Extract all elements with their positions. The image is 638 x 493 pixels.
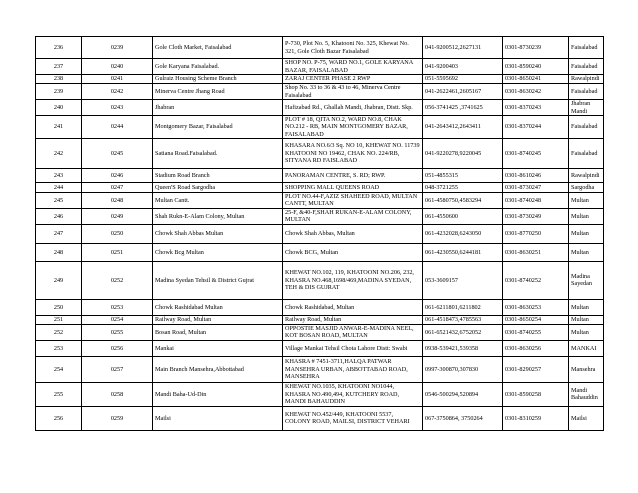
city-cell: Faisalabad bbox=[569, 116, 604, 139]
phone-cell: 061-4230550,6244181 bbox=[423, 243, 503, 261]
serial-number-cell: 244 bbox=[36, 182, 82, 192]
table-row bbox=[36, 315, 604, 324]
address-cell: PLOT NO.44-F,AZIZ SHAHEED ROAD, MULTAN CANTT, MULTAN bbox=[283, 192, 423, 208]
table-row bbox=[36, 243, 604, 261]
address-cell: KHEWAT NO.102, 119, KHATOONI NO.206, 232, KHASRA NO.468,1698/469,MADINA SYEDAN, TEH & DIS GUJRAT bbox=[283, 261, 423, 299]
serial-number-cell: 247 bbox=[36, 224, 82, 243]
branch-code-cell: 0247 bbox=[82, 182, 153, 192]
table-row bbox=[36, 37, 604, 59]
phone-cell: 061-4232028,6243050 bbox=[423, 224, 503, 243]
table-row bbox=[36, 340, 604, 356]
table-row bbox=[36, 192, 604, 208]
phone-cell: 041-9200512,2627131 bbox=[423, 37, 503, 59]
branch-code-cell: 0257 bbox=[82, 356, 153, 382]
phone-cell: 061-4550600 bbox=[423, 208, 503, 224]
phone-cell: 061-4580750,4583294 bbox=[423, 192, 503, 208]
address-cell: ZARAJ CENTER PHASE 2 RWP bbox=[283, 75, 423, 84]
branch-name-cell: Chowk Shah Abbas Multan bbox=[153, 224, 283, 243]
address-cell: Chowk BCG, Multan bbox=[283, 243, 423, 261]
branch-code-cell: 0255 bbox=[82, 324, 153, 340]
branch-name-cell: Mankai bbox=[153, 340, 283, 356]
address-cell: Village Mankai Tehsil Chota Lahore Distt: Swabi bbox=[283, 340, 423, 356]
city-cell: Faisalabad bbox=[569, 84, 604, 100]
table-row bbox=[36, 75, 604, 84]
address-cell: PLOT # 18, QITA NO.2, WARD NO.8, CHAK NO.212 - RB, MAIN MONTGOMERY BAZAR, FAISALABAD bbox=[283, 116, 423, 139]
fax-cell: 0301-8630253 bbox=[503, 299, 569, 315]
fax-cell: 0301-8630242 bbox=[503, 84, 569, 100]
city-cell: MANKAI bbox=[569, 340, 604, 356]
branch-name-cell: Railway Road, Multan bbox=[153, 315, 283, 324]
serial-number-cell: 252 bbox=[36, 324, 82, 340]
branch-table-body bbox=[36, 37, 604, 431]
table-row bbox=[36, 59, 604, 75]
serial-number-cell: 242 bbox=[36, 138, 82, 168]
serial-number-cell: 248 bbox=[36, 243, 82, 261]
serial-number-cell: 239 bbox=[36, 84, 82, 100]
fax-cell: 0301-8740255 bbox=[503, 324, 569, 340]
branch-code-cell: 0241 bbox=[82, 75, 153, 84]
branch-name-cell: Gole Karyana Faisalabad. bbox=[153, 59, 283, 75]
branch-code-cell: 0246 bbox=[82, 168, 153, 182]
city-cell: Rawalpindi bbox=[569, 168, 604, 182]
address-cell: KHEWAT NO.1035, KHATOONI NO1044, KHASRA NO.490,494, KUTCHERY ROAD, MANDI BAHAUDDIN bbox=[283, 382, 423, 406]
address-cell: Hafizabad Rd., Ghallah Mandi, Jhabran, Distt. Skp. bbox=[283, 100, 423, 116]
fax-cell: 0301-8650254 bbox=[503, 315, 569, 324]
table-row bbox=[36, 100, 604, 116]
branch-name-cell: Stadium Road Branch bbox=[153, 168, 283, 182]
serial-number-cell: 256 bbox=[36, 406, 82, 430]
branch-code-cell: 0259 bbox=[82, 406, 153, 430]
branch-name-cell: Chowk Bcg Multan bbox=[153, 243, 283, 261]
serial-number-cell: 251 bbox=[36, 315, 82, 324]
branch-name-cell: Chowk Rashidabad Multan bbox=[153, 299, 283, 315]
branch-name-cell: Jhabran bbox=[153, 100, 283, 116]
serial-number-cell: 246 bbox=[36, 208, 82, 224]
phone-cell: 056-3741425 ,3741625 bbox=[423, 100, 503, 116]
serial-number-cell: 237 bbox=[36, 59, 82, 75]
address-cell: OPPOSTIE MASJID ANWAR-E-MADINA NEEL, KOT BOSAN ROAD, MULTAN bbox=[283, 324, 423, 340]
phone-cell: 061-6521432,6752052 bbox=[423, 324, 503, 340]
branch-code-cell: 0244 bbox=[82, 116, 153, 139]
branch-code-cell: 0243 bbox=[82, 100, 153, 116]
fax-cell: 0301-8650241 bbox=[503, 75, 569, 84]
branch-code-cell: 0258 bbox=[82, 382, 153, 406]
phone-cell: 053-3609157 bbox=[423, 261, 503, 299]
table-row bbox=[36, 182, 604, 192]
phone-cell: 051-5595692 bbox=[423, 75, 503, 84]
branch-code-cell: 0239 bbox=[82, 37, 153, 59]
address-cell: 25-F, &40-F,SHAH RUKAN-E-ALAM COLONY, MULTAN bbox=[283, 208, 423, 224]
serial-number-cell: 255 bbox=[36, 382, 82, 406]
branch-code-cell: 0249 bbox=[82, 208, 153, 224]
serial-number-cell: 236 bbox=[36, 37, 82, 59]
table-row bbox=[36, 168, 604, 182]
address-cell: Chowk Shah Abbas, Multan bbox=[283, 224, 423, 243]
city-cell: Multan bbox=[569, 324, 604, 340]
branch-name-cell: Queen'S Road Sargodha bbox=[153, 182, 283, 192]
serial-number-cell: 238 bbox=[36, 75, 82, 84]
phone-cell: 0938-539421,539358 bbox=[423, 340, 503, 356]
city-cell: Rawalpindi bbox=[569, 75, 604, 84]
serial-number-cell: 253 bbox=[36, 340, 82, 356]
city-cell: Mailsi bbox=[569, 406, 604, 430]
fax-cell: 0301-8590258 bbox=[503, 382, 569, 406]
fax-cell: 0301-8290257 bbox=[503, 356, 569, 382]
branch-name-cell: Montgomery Bazar, Faisalabad bbox=[153, 116, 283, 139]
phone-cell: 067-3750864, 3750264 bbox=[423, 406, 503, 430]
branch-code-cell: 0245 bbox=[82, 138, 153, 168]
fax-cell: 0301-8770250 bbox=[503, 224, 569, 243]
address-cell: Railway Road, Multan bbox=[283, 315, 423, 324]
city-cell: Multan bbox=[569, 315, 604, 324]
branch-name-cell: Multan Cantt. bbox=[153, 192, 283, 208]
table-row bbox=[36, 84, 604, 100]
branch-name-cell: Gulraiz Housing Scheme Branch bbox=[153, 75, 283, 84]
table-row bbox=[36, 224, 604, 243]
city-cell: Multan bbox=[569, 208, 604, 224]
phone-cell: 051-4855315 bbox=[423, 168, 503, 182]
branch-name-cell: Gole Cloth Market, Faisalabad bbox=[153, 37, 283, 59]
fax-cell: 0301-8730239 bbox=[503, 37, 569, 59]
address-cell: KHASARA NO.6/3 Sq. NO 10, KHEWAT NO. 11739 KHATOONI NO 19462, CHAK NO. 224/RB, SITYANA RD FAISLABAD bbox=[283, 138, 423, 168]
address-cell: Shop No. 33 to 36 & 43 to 46, Minerva Centre Faisalabad bbox=[283, 84, 423, 100]
serial-number-cell: 240 bbox=[36, 100, 82, 116]
phone-cell: 041-9200403 bbox=[423, 59, 503, 75]
table-row bbox=[36, 208, 604, 224]
serial-number-cell: 243 bbox=[36, 168, 82, 182]
branch-code-cell: 0252 bbox=[82, 261, 153, 299]
fax-cell: 0301-8740252 bbox=[503, 261, 569, 299]
serial-number-cell: 250 bbox=[36, 299, 82, 315]
fax-cell: 0301-8310259 bbox=[503, 406, 569, 430]
branch-code-cell: 0254 bbox=[82, 315, 153, 324]
branch-code-cell: 0240 bbox=[82, 59, 153, 75]
phone-cell: 0997-300870,307830 bbox=[423, 356, 503, 382]
branch-name-cell: Satiana Road.Faisalabad. bbox=[153, 138, 283, 168]
city-cell: Mansehra bbox=[569, 356, 604, 382]
phone-cell: 048-3721255 bbox=[423, 182, 503, 192]
table-row bbox=[36, 406, 604, 430]
city-cell: Multan bbox=[569, 192, 604, 208]
table-row bbox=[36, 116, 604, 139]
branch-code-cell: 0250 bbox=[82, 224, 153, 243]
serial-number-cell: 245 bbox=[36, 192, 82, 208]
table-row bbox=[36, 299, 604, 315]
branch-code-cell: 0242 bbox=[82, 84, 153, 100]
branch-name-cell: Mailsi bbox=[153, 406, 283, 430]
branch-code-cell: 0256 bbox=[82, 340, 153, 356]
fax-cell: 0301-8610246 bbox=[503, 168, 569, 182]
fax-cell: 0301-8370243 bbox=[503, 100, 569, 116]
branch-code-cell: 0253 bbox=[82, 299, 153, 315]
table-row bbox=[36, 138, 604, 168]
city-cell: Multan bbox=[569, 243, 604, 261]
branch-name-cell: Minerva Centre Jhang Road bbox=[153, 84, 283, 100]
branch-name-cell: Shah Rukn-E-Alam Colony, Multan bbox=[153, 208, 283, 224]
serial-number-cell: 241 bbox=[36, 116, 82, 139]
address-cell: Chowk Rashidabad, Multan bbox=[283, 299, 423, 315]
fax-cell: 0301-8370244 bbox=[503, 116, 569, 139]
city-cell: Multan bbox=[569, 299, 604, 315]
city-cell: Mandi Bahauddin bbox=[569, 382, 604, 406]
branch-name-cell: Bosan Road, Multan bbox=[153, 324, 283, 340]
phone-cell: 0546-500294,520894 bbox=[423, 382, 503, 406]
serial-number-cell: 254 bbox=[36, 356, 82, 382]
city-cell: Faisalabad bbox=[569, 59, 604, 75]
table-row bbox=[36, 324, 604, 340]
phone-cell: 041-2622461,2605167 bbox=[423, 84, 503, 100]
table-row bbox=[36, 261, 604, 299]
city-cell: Madina Sayedan bbox=[569, 261, 604, 299]
table-row bbox=[36, 356, 604, 382]
phone-cell: 061-6211801,6211802 bbox=[423, 299, 503, 315]
address-cell: P-730, Plot No. 5, Khatooni No. 325, Khewat No. 321, Gole Cloth Bazar Faisalabad bbox=[283, 37, 423, 59]
phone-cell: 041-9220278,9220045 bbox=[423, 138, 503, 168]
fax-cell: 0301-8630256 bbox=[503, 340, 569, 356]
phone-cell: 061-4518473,4785563 bbox=[423, 315, 503, 324]
address-cell: SHOPPING MALL QUEENS ROAD bbox=[283, 182, 423, 192]
table-row bbox=[36, 382, 604, 406]
city-cell: Multan bbox=[569, 224, 604, 243]
branch-name-cell: Main Branch Mansehra,Abbottabad bbox=[153, 356, 283, 382]
city-cell: Jhabran Mandi bbox=[569, 100, 604, 116]
city-cell: Faisalabad bbox=[569, 138, 604, 168]
fax-cell: 0301-8630251 bbox=[503, 243, 569, 261]
branch-code-cell: 0251 bbox=[82, 243, 153, 261]
branch-code-cell: 0248 bbox=[82, 192, 153, 208]
city-cell: Faisalabad bbox=[569, 37, 604, 59]
address-cell: PANORAMAN CENTRE, S. RD; RWP. bbox=[283, 168, 423, 182]
fax-cell: 0301-8590240 bbox=[503, 59, 569, 75]
branch-name-cell: Madina Syedan Tehsil & District Gujrat bbox=[153, 261, 283, 299]
fax-cell: 0301-8740245 bbox=[503, 138, 569, 168]
branch-name-cell: Mandi Baha-Ud-Din bbox=[153, 382, 283, 406]
serial-number-cell: 249 bbox=[36, 261, 82, 299]
fax-cell: 0301-8730249 bbox=[503, 208, 569, 224]
address-cell: KHASRA # 7451-3711,HALQA PATWAR MANSEHRA URBAN, ABBOTTABAD ROAD, MANSEHRA bbox=[283, 356, 423, 382]
address-cell: KHEWAT NO.452/449, KHATOONI 5537, COLONY ROAD, MAILSI, DISTRICT VEHARI bbox=[283, 406, 423, 430]
fax-cell: 0301-8740248 bbox=[503, 192, 569, 208]
address-cell: SHOP NO. P-75, WARD NO.1, GOLE KARYANA BAZAR, FAISALABAD bbox=[283, 59, 423, 75]
phone-cell: 041-2643412,2643411 bbox=[423, 116, 503, 139]
branch-table bbox=[35, 36, 604, 431]
city-cell: Sargodha bbox=[569, 182, 604, 192]
fax-cell: 0301-8730247 bbox=[503, 182, 569, 192]
